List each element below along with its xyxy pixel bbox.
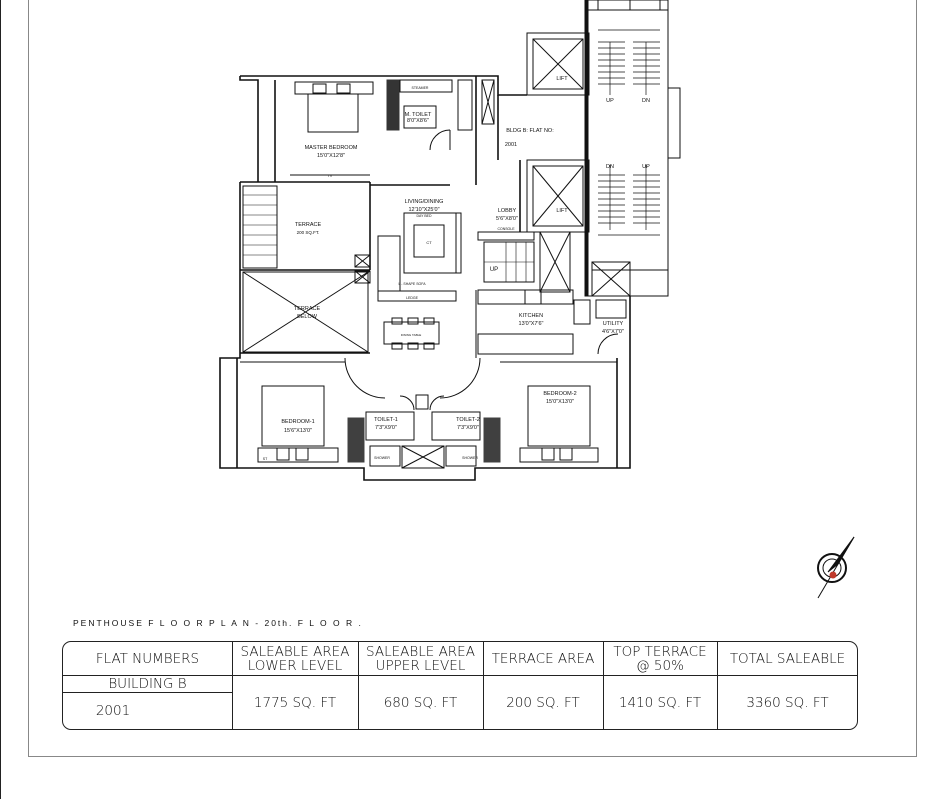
label-toilet-1-dim: 7'3"X9'0" — [375, 425, 397, 431]
label-master-bedroom-dim: 15'0"X12'8" — [316, 153, 346, 159]
label-dn-2: DN — [606, 164, 614, 170]
label-lift-top: LIFT — [556, 76, 568, 82]
label-day-bed: DAY BED — [416, 214, 432, 218]
building-label: BUILDING B — [108, 675, 187, 692]
label-flat-no: BLDG B: FLAT NO: — [506, 128, 554, 134]
header-saleable-lower-line2: LOWER LEVEL — [247, 657, 343, 674]
flat-number-cell: 2001 — [95, 703, 131, 719]
label-dining-table: DINING TABLE — [400, 333, 422, 337]
flat-number: 2001 — [504, 142, 518, 148]
label-dn-1: DN — [642, 98, 650, 104]
label-ct: CT — [426, 240, 432, 245]
label-m-toilet-dim: 8'0"X8'6" — [407, 118, 429, 124]
label-up-1: UP — [606, 98, 614, 104]
lobby-kitchen — [478, 232, 626, 354]
label-up-2: UP — [642, 164, 650, 170]
terrace-cell: 200 SQ. FT — [506, 694, 580, 711]
label-master-bedroom: MASTER BEDROOM — [304, 145, 358, 151]
label-bedroom-2-dim: 15'0"X13'0" — [545, 399, 575, 405]
label-st: ST — [262, 457, 268, 461]
living-dining — [345, 213, 480, 398]
label-kitchen: KITCHEN — [518, 313, 544, 319]
label-shower-2: SHOWER — [462, 456, 478, 460]
label-toilet-1: TOILET-1 — [374, 417, 398, 423]
plan-caption: PENTHOUSE F L O O R P L A N - 20th. F L O O R . — [73, 618, 363, 628]
bedroom-1 — [240, 362, 364, 462]
header-top-terrace-line1: TOP TERRACE — [613, 643, 707, 660]
area-table — [62, 641, 858, 730]
label-bedroom-1-dim: 15'6"X13'0" — [283, 428, 313, 434]
label-bedroom-2: BEDROOM-2 — [543, 391, 577, 397]
label-shower-1: SHOWER — [374, 456, 390, 460]
label-lift-bottom: LIFT — [556, 208, 568, 214]
label-living-dining-dim: 12'10"X25'0" — [408, 207, 440, 213]
header-saleable-upper-line1: SALEABLE AREA — [366, 643, 475, 660]
header-saleable-upper-line2: UPPER LEVEL — [375, 657, 466, 674]
label-kitchen-dim: 13'0"X7'6" — [518, 321, 544, 327]
top-terrace-cell: 1410 SQ. FT — [618, 694, 702, 711]
label-utility-dim: 4'6"X7'0" — [602, 329, 624, 335]
header-terrace-area: TERRACE AREA — [491, 650, 595, 667]
label-terrace-below-1: TERRACE — [293, 306, 321, 312]
header-saleable-lower-line1: SALEABLE AREA — [240, 643, 350, 660]
label-terrace-area: 200 SQ.FT. — [296, 230, 320, 235]
label-utility: UTILITY — [602, 321, 624, 327]
header-flat-numbers: FLAT NUMBERS — [95, 650, 200, 667]
label-steamer: STEAMER — [411, 86, 429, 90]
label-ledge: LEDGE — [406, 296, 418, 300]
total-saleable-cell: 3360 SQ. FT — [746, 694, 829, 711]
label-lobby: LOBBY — [497, 208, 517, 214]
label-up-stair: UP — [489, 267, 499, 273]
header-saleable-lower — [232, 642, 358, 675]
bedroom-2 — [500, 362, 617, 462]
label-l-shape-sofa: L - SHAPE SOFA — [398, 282, 426, 286]
label-toilet-2-dim: 7'3"X9'0" — [457, 425, 479, 431]
label-tv: TV — [327, 174, 333, 178]
header-top-terrace-line2: @ 50% — [636, 657, 684, 674]
header-saleable-upper — [358, 642, 483, 675]
label-m-toilet: M. TOILET — [404, 112, 432, 118]
terrace-area — [243, 186, 277, 268]
upper-level-cell: 680 SQ. FT — [383, 694, 458, 711]
lift-bottom — [527, 160, 589, 232]
header-total-saleable: TOTAL SALEABLE — [729, 650, 846, 667]
master-bedroom — [290, 80, 494, 175]
label-terrace-below-2: BELOW — [297, 314, 317, 320]
stair-core — [585, 0, 680, 296]
label-lobby-dim: 5'6"X8'0" — [496, 216, 518, 222]
lift-top — [527, 33, 589, 95]
header-top-terrace — [603, 642, 717, 675]
north-arrow-icon — [818, 537, 854, 598]
label-toilet-2: TOILET-2 — [456, 417, 480, 423]
label-living-dining: LIVING/DINING — [404, 199, 444, 205]
lower-level-cell: 1775 SQ. FT — [253, 694, 337, 711]
label-console: CONSOLE — [497, 227, 515, 231]
label-terrace: TERRACE — [294, 222, 322, 228]
label-bedroom-1: BEDROOM-1 — [281, 419, 315, 425]
